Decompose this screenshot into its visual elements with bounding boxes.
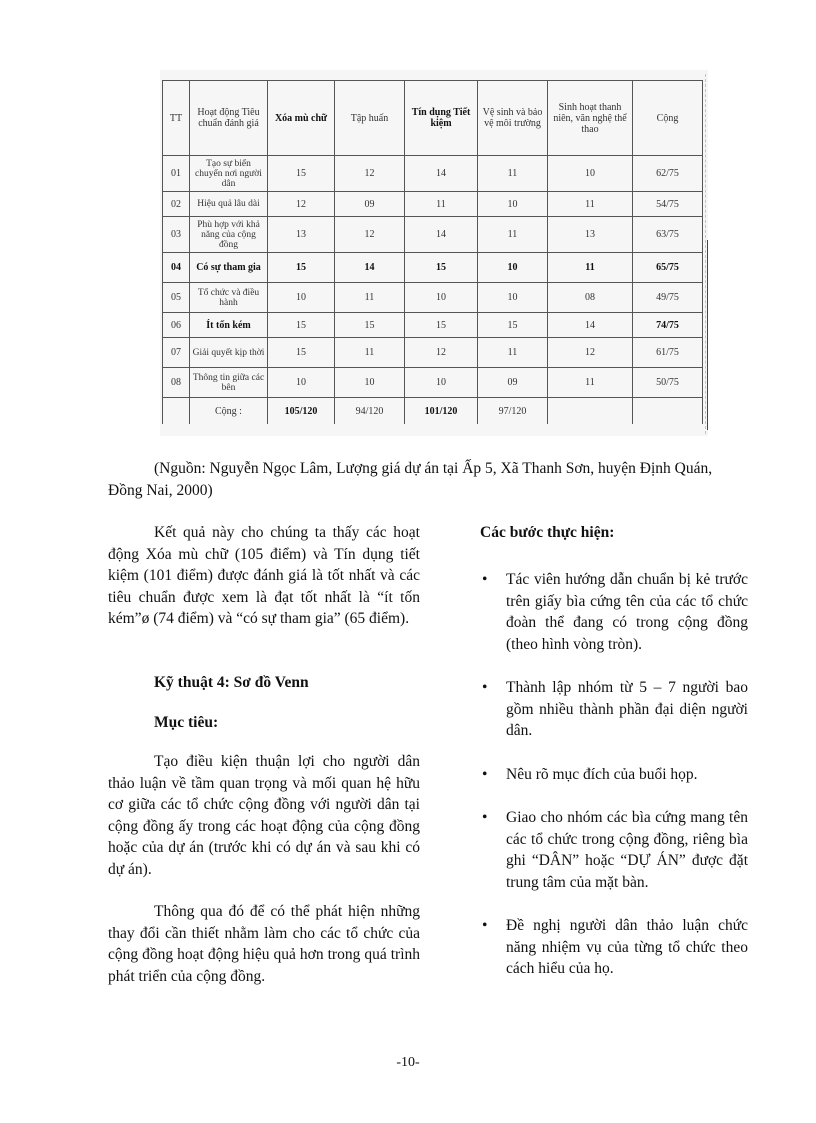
- cell-total: 61/75: [633, 338, 703, 368]
- list-item-text: Nêu rõ mục đích của buổi họp.: [506, 765, 698, 783]
- bullet-icon: •: [482, 571, 488, 588]
- cell: 12: [548, 338, 633, 368]
- cell: 10: [405, 283, 478, 313]
- list-item: [480, 807, 748, 893]
- cell: 11: [548, 192, 633, 217]
- cell: 10: [405, 368, 478, 398]
- header-training: Tập huấn: [335, 81, 405, 156]
- cell: 11: [335, 338, 405, 368]
- results-paragraph: Kết quả này cho chúng ta thấy các hoạt động Xóa mù chữ (105 điểm) và Tín dụng tiết kiệm (101 điểm) được đánh giá là tốt nhất và các tiêu chuẩn được xem là đạt tốt nhất là “ít tốn kém”ø (74 điểm) và “có sự tham gia” (65 điểm).: [108, 524, 420, 627]
- table-row: [163, 156, 703, 192]
- cell-total: 50/75: [633, 368, 703, 398]
- cell: 10: [268, 368, 335, 398]
- bullet-icon: •: [482, 765, 488, 783]
- cell: 15: [268, 338, 335, 368]
- cell-tt: 03: [163, 217, 190, 253]
- cell-total-label: Cộng :: [190, 398, 268, 425]
- cell-criteria: Hiệu quả lâu dài: [190, 192, 268, 217]
- cell: 14: [548, 313, 633, 338]
- cell: 15: [268, 156, 335, 192]
- list-item-text: Thành lập nhóm từ 5 – 7 người bao gồm nhiều thành phần đại diện người dân.: [506, 679, 748, 739]
- table-header-row: [163, 81, 703, 156]
- table-row: [163, 253, 703, 283]
- cell: 11: [478, 217, 548, 253]
- cell-tt: 04: [163, 253, 190, 283]
- cell-total: 54/75: [633, 192, 703, 217]
- header-sanitation: Vệ sinh và bảo vệ môi trường: [478, 81, 548, 156]
- cell: 15: [478, 313, 548, 338]
- cell: 94/120: [335, 398, 405, 425]
- table-row: [163, 283, 703, 313]
- source-note: (Nguồn: Nguyễn Ngọc Lâm, Lượng giá dự án tại Ấp 5, Xã Thanh Sơn, huyện Định Quán, Đồng Nai, 2000): [108, 460, 713, 499]
- cell: 101/120: [405, 398, 478, 425]
- cell: 12: [268, 192, 335, 217]
- cell: [163, 398, 190, 425]
- cell: 15: [405, 253, 478, 283]
- table-row: [163, 313, 703, 338]
- header-literacy: Xóa mù chữ: [268, 81, 335, 156]
- header-tt: TT: [163, 81, 190, 156]
- technique-heading: Kỹ thuật 4: Sơ đồ Venn: [154, 674, 309, 691]
- cell-tt: 05: [163, 283, 190, 313]
- cell-tt: 06: [163, 313, 190, 338]
- steps-list: [480, 569, 748, 1002]
- cell: 10: [268, 283, 335, 313]
- cell: 11: [405, 192, 478, 217]
- cell: 10: [478, 192, 548, 217]
- cell-criteria: Ít tốn kém: [190, 313, 268, 338]
- cell-tt: 07: [163, 338, 190, 368]
- cell: 10: [335, 368, 405, 398]
- cell: 10: [478, 253, 548, 283]
- cell-criteria: Có sự tham gia: [190, 253, 268, 283]
- bullet-icon: •: [482, 917, 488, 934]
- scan-edge-bar: [707, 240, 708, 430]
- cell: 11: [335, 283, 405, 313]
- cell-criteria: Tổ chức và điều hành: [190, 283, 268, 313]
- list-item-text: Giao cho nhóm các bìa cứng mang tên các tổ chức trong cộng đồng, riêng bìa ghi “DÂN” hoặc “DỰ ÁN” được đặt trung tâm của mặt bàn.: [506, 809, 748, 891]
- cell: 12: [335, 156, 405, 192]
- steps-heading: Các bước thực hiện:: [480, 524, 615, 541]
- cell-criteria: Tạo sự biến chuyển nơi người dân: [190, 156, 268, 192]
- cell-tt: 01: [163, 156, 190, 192]
- cell-total: 62/75: [633, 156, 703, 192]
- cell: 11: [548, 253, 633, 283]
- cell: 12: [405, 338, 478, 368]
- cell: [548, 398, 633, 425]
- cell: 09: [478, 368, 548, 398]
- cell-tt: 02: [163, 192, 190, 217]
- header-credit: Tín dụng Tiết kiệm: [405, 81, 478, 156]
- purpose-paragraph: Thông qua đó để có thể phát hiện những thay đổi cần thiết nhằm làm cho các tổ chức của cộng đồng hoạt động hiệu quả hơn trong quá trình phát triển của cộng đồng.: [108, 903, 420, 985]
- cell-tt: 08: [163, 368, 190, 398]
- cell: 15: [405, 313, 478, 338]
- cell: 09: [335, 192, 405, 217]
- cell: 15: [335, 313, 405, 338]
- cell: 10: [548, 156, 633, 192]
- cell: 14: [405, 217, 478, 253]
- cell: 13: [268, 217, 335, 253]
- cell-criteria: Giải quyết kịp thời: [190, 338, 268, 368]
- cell: 12: [335, 217, 405, 253]
- cell: 10: [478, 283, 548, 313]
- cell-total: 65/75: [633, 253, 703, 283]
- page-number: -10-: [396, 1055, 420, 1070]
- cell: 11: [548, 368, 633, 398]
- cell-criteria: Thông tin giữa các bên: [190, 368, 268, 398]
- cell: 97/120: [478, 398, 548, 425]
- list-item: [480, 569, 748, 655]
- cell: 105/120: [268, 398, 335, 425]
- table-row: [163, 368, 703, 398]
- objective-heading: Mục tiêu:: [154, 714, 219, 731]
- list-item: [480, 915, 748, 980]
- list-item: [480, 764, 748, 786]
- table-row: [163, 217, 703, 253]
- cell: [633, 398, 703, 425]
- cell-total: 63/75: [633, 217, 703, 253]
- cell: 08: [548, 283, 633, 313]
- bullet-icon: •: [482, 679, 488, 696]
- bullet-icon: •: [482, 809, 488, 826]
- cell-total: 49/75: [633, 283, 703, 313]
- cell-criteria: Phù hợp với khả năng của cộng đồng: [190, 217, 268, 253]
- header-youth: Sinh hoạt thanh niên, văn nghệ thể thao: [548, 81, 633, 156]
- header-total: Cộng: [633, 81, 703, 156]
- cell: 11: [478, 338, 548, 368]
- header-criteria: Hoạt động Tiêu chuẩn đánh giá: [190, 81, 268, 156]
- list-item-text: Đề nghị người dân thảo luận chức năng nhiệm vụ của từng tổ chức theo cách hiểu của họ.: [506, 917, 748, 977]
- cell: 11: [478, 156, 548, 192]
- table-total-row: [163, 398, 703, 425]
- objective-paragraph: Tạo điều kiện thuận lợi cho người dân thảo luận về tầm quan trọng và mối quan hệ hữu cơ giữa các tổ chức cộng đồng với người dân tại cộng đồng ấy trong các hoạt động của cộng đồng hoặc của dự án (trước khi có dự án và sau khi có dự án).: [108, 753, 420, 878]
- cell: 15: [268, 313, 335, 338]
- cell-total: 74/75: [633, 313, 703, 338]
- table-row: [163, 338, 703, 368]
- list-item: [480, 677, 748, 742]
- table-row: [163, 192, 703, 217]
- cell: 14: [405, 156, 478, 192]
- cell: 15: [268, 253, 335, 283]
- evaluation-table: [162, 80, 703, 424]
- cell: 13: [548, 217, 633, 253]
- cell: 14: [335, 253, 405, 283]
- list-item-text: Tác viên hướng dẫn chuẩn bị kẻ trước trên giấy bìa cứng tên của các tổ chức đoàn thể đang có trong cộng đồng (theo hình vòng tròn).: [506, 571, 748, 653]
